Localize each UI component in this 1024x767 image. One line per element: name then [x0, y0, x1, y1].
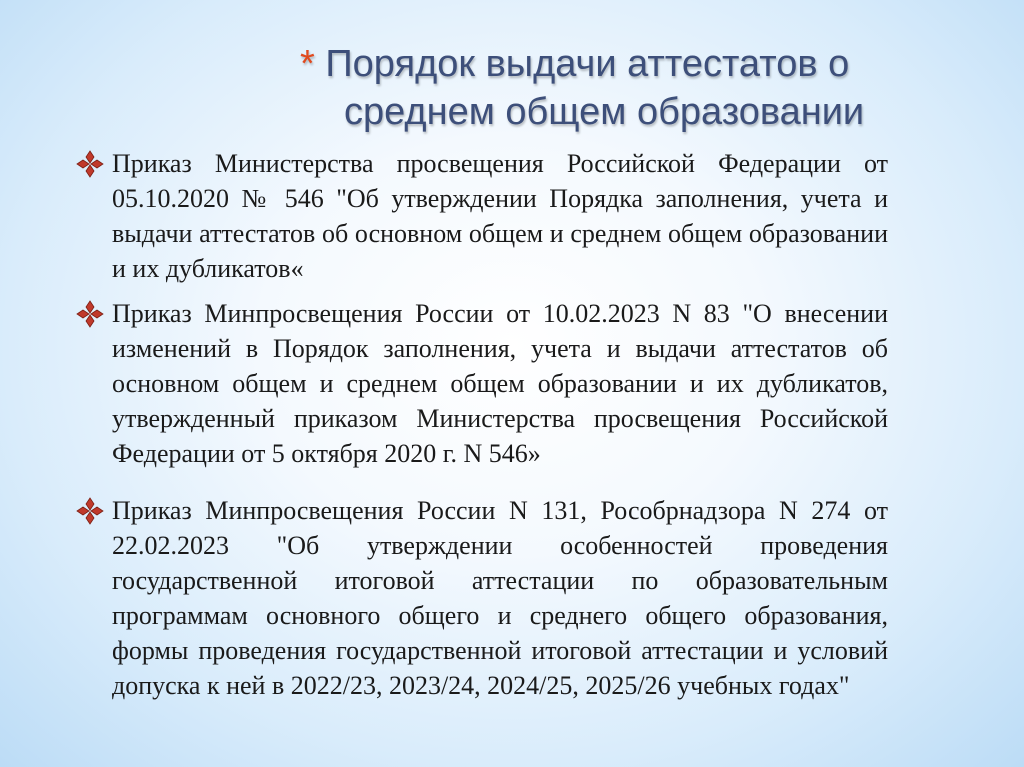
diamond-bullet-icon: [76, 150, 104, 178]
title-line-1: Порядок выдачи аттестатов о: [325, 43, 850, 85]
list-item: [76, 146, 888, 286]
list-item-text: Приказ Минпросвещения России от 10.02.2023 N 83 "О внесении изменений в Порядок заполнения, учета и выдачи аттестатов об основном общем и среднем общем образовании и их дубликатов, утвержденный приказом Министерства просвещения Российской Федерации от 5 октября 2020 г. N 546»: [112, 299, 888, 468]
bullet-list: [76, 146, 888, 703]
list-item: [76, 493, 888, 703]
diamond-bullet-icon: [76, 300, 104, 328]
list-item: [76, 296, 888, 471]
list-item-text: Приказ Министерства просвещения Российской Федерации от 05.10.2020 № 546 "Об утверждении Порядка заполнения, учета и выдачи аттестатов об основном общем и среднем общем образовании и их дубликатов«: [112, 149, 888, 283]
diamond-bullet-icon: [76, 497, 104, 525]
title-line-2: среднем общем образовании: [344, 91, 865, 133]
slide-title: [300, 40, 900, 136]
title-star-marker: *: [300, 43, 315, 85]
list-item-text: Приказ Минпросвещения России N 131, Рособрнадзора N 274 от 22.02.2023 "Об утверждении особенностей проведения государственной итоговой аттестации по образовательным программам основного общего и среднего общего образования, формы проведения государственной итоговой аттестации и условий допуска к ней в 2022/23, 2023/24, 2024/25, 2025/26 учебных годах": [112, 496, 888, 700]
